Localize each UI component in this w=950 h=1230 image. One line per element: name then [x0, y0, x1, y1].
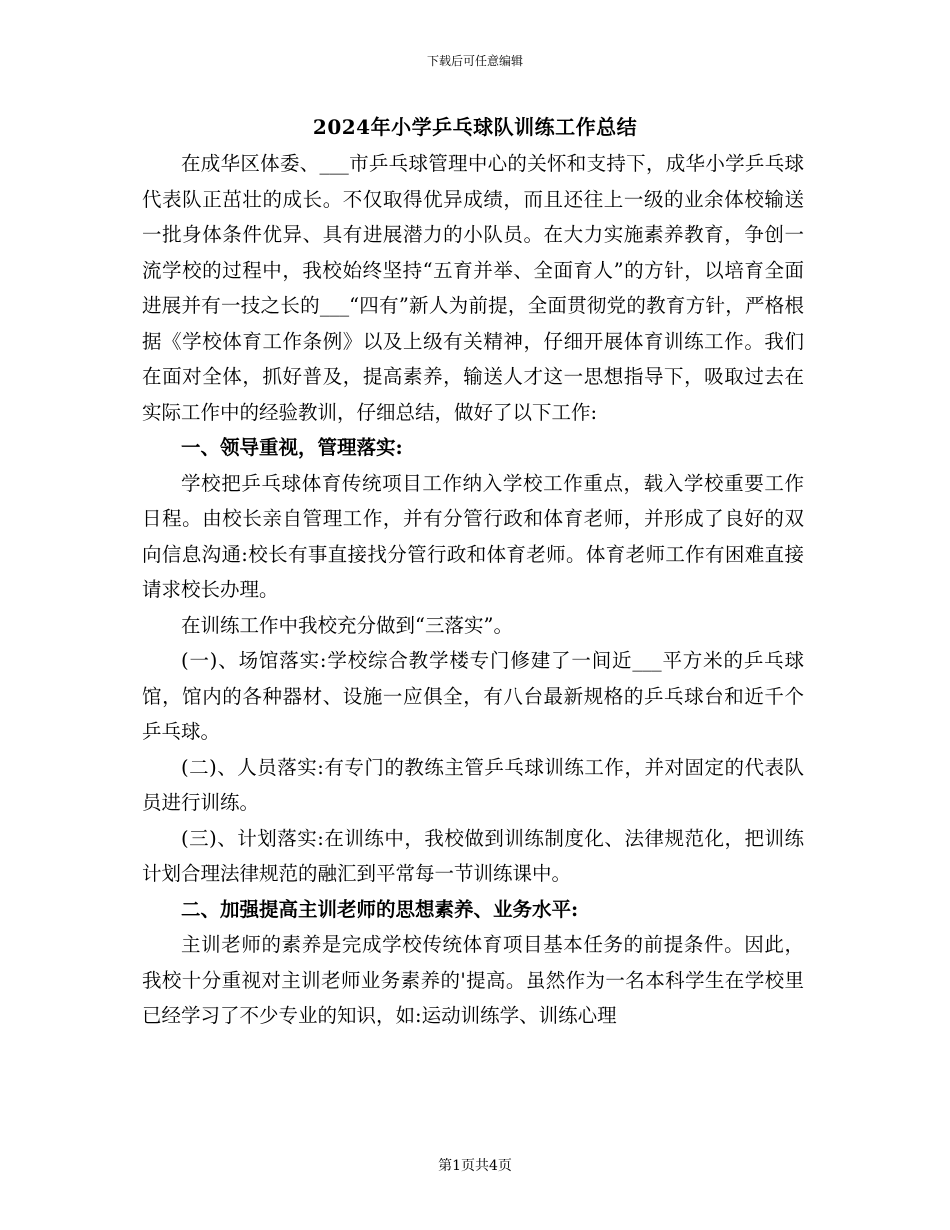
paragraph-item-2: (二)、人员落实:有专门的教练主管乒乓球训练工作，并对固定的代表队员进行训练。	[142, 755, 804, 814]
paragraph: 在训练工作中我校充分做到“三落实”。	[181, 613, 513, 637]
section-heading-1: 一、领导重视，管理落实:	[181, 436, 403, 459]
document-title: 2024年小学乒乓球队训练工作总结	[312, 115, 638, 139]
paragraph: 学校把乒乓球体育传统项目工作纳入学校工作重点，载入学校重要工作日程。由校长亲自管理工作，并有分管行政和体育老师，并形成了良好的双向信息沟通:校长有事直接找分管行政和体育老师。体育老师工作有困难直接请求校长办理。	[142, 471, 804, 601]
paragraph-item-1: (一)、场馆落实:学校综合教学楼专门修建了一间近___平方米的乒乓球馆，馆内的各种器材、设施一应俱全，有八台最新规格的乒乓球台和近千个乒乓球。	[142, 649, 804, 743]
paragraph-intro: 在成华区体委、___市乒乓球管理中心的关怀和支持下，成华小学乒乓球代表队正茁壮的成长。不仅取得优异成绩，而且还往上一级的业余体校输送一批身体条件优异、具有进展潜力的小队员。在大力实施素养教育，争创一流学校的过程中，我校始终坚持“五育并举、全面育人”的方针，以培育全面进展并有一技之长的___“四有”新人为前提，全面贯彻党的教育方针，严格根据《学校体育工作条例》以及上级有关精神，仔细开展体育训练工作。我们在面对全体，抓好普及，提高素养，输送人才这一思想指导下，吸取过去在实际工作中的经验教训，仔细总结，做好了以下工作:	[142, 152, 804, 424]
paragraph: 主训老师的素养是完成学校传统体育项目基本任务的前提条件。因此，我校十分重视对主训老师业务素养的'提高。虽然作为一名本科学生在学校里已经学习了不少专业的知识，如:运动训练学、训练心理	[142, 933, 804, 1027]
section-heading-2: 二、加强提高主训老师的思想素养、业务水平:	[181, 897, 579, 921]
paragraph-item-3: (三)、计划落实:在训练中，我校做到训练制度化、法律规范化，把训练计划合理法律规范的融汇到平常每一节训练课中。	[142, 826, 804, 885]
page-footer: 第1页共4页	[438, 1158, 512, 1174]
header-note: 下载后可任意编辑	[426, 54, 523, 68]
document-body	[142, 146, 804, 1034]
